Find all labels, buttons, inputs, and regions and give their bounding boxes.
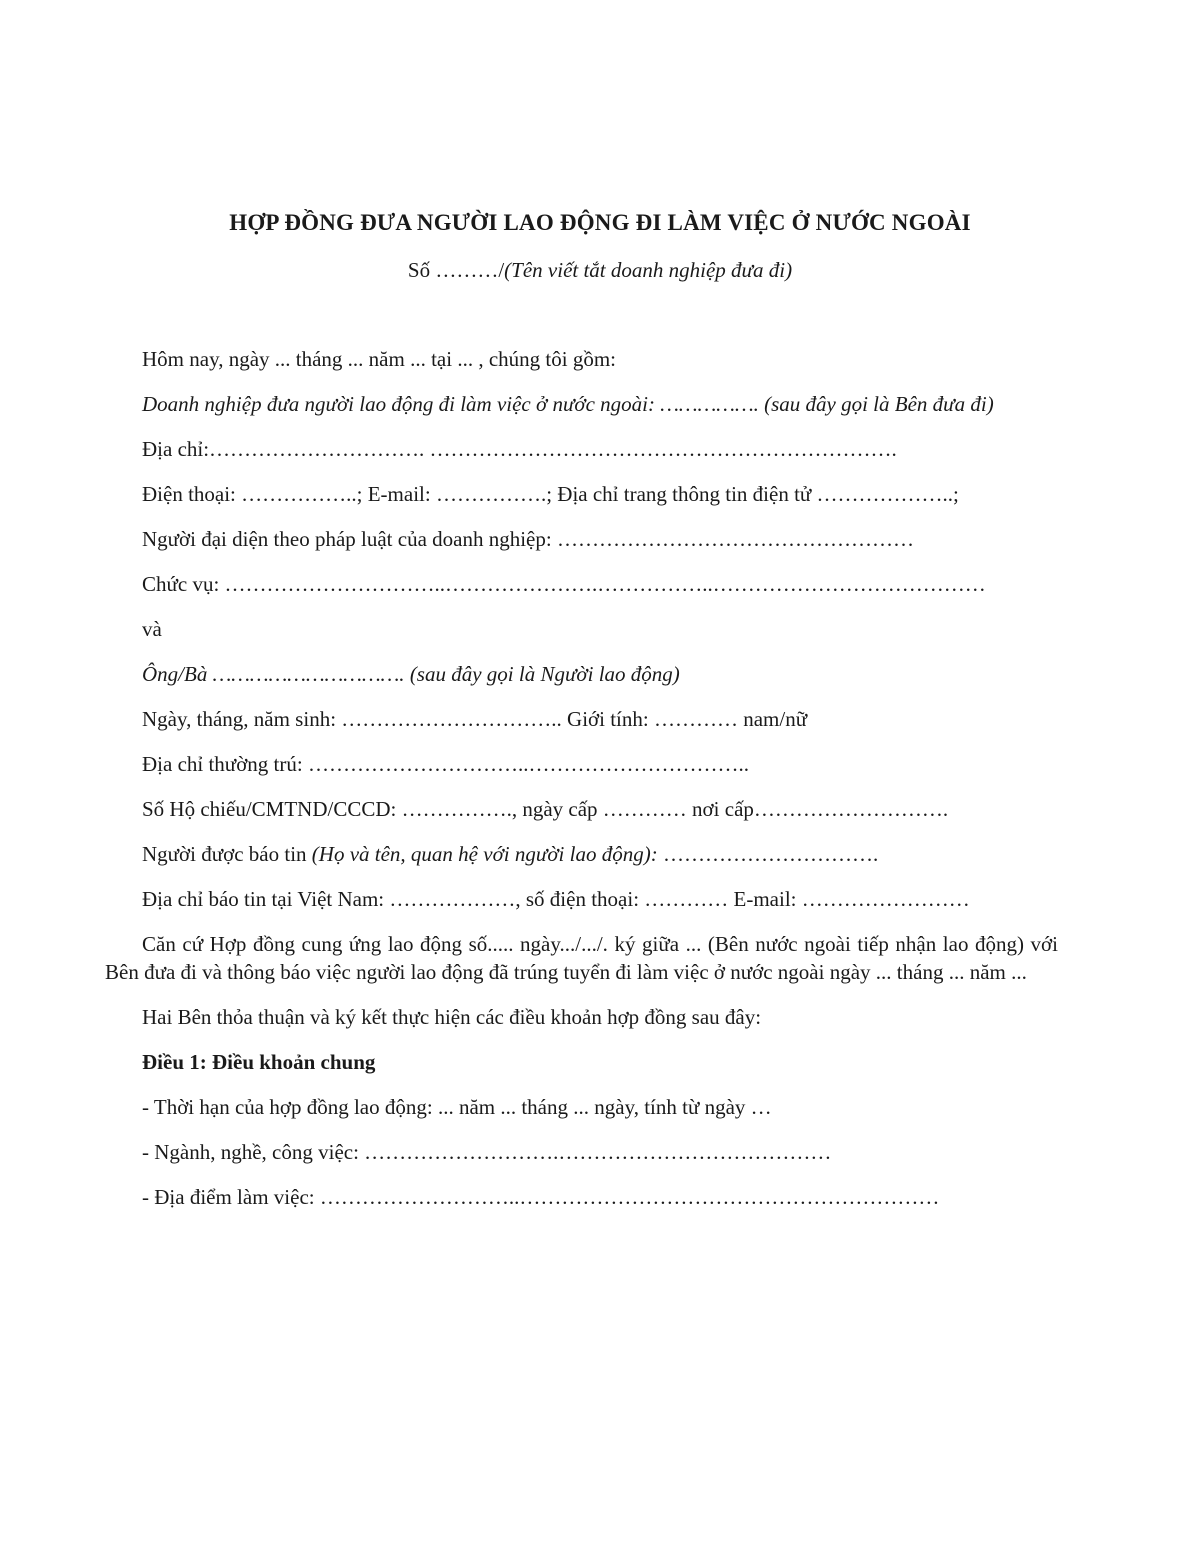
document-number-line xyxy=(0,258,1200,283)
notify-italic: (Họ và tên, quan hệ với người lao động): xyxy=(311,842,658,866)
and-paragraph: và xyxy=(142,617,162,641)
passport-paragraph: Số Hộ chiếu/CMTND/CCCD: ……………., ngày cấp ………… nơi cấp………………………. xyxy=(142,797,949,821)
worker-paragraph xyxy=(105,660,1058,688)
term-paragraph: - Thời hạn của hợp đồng lao động: ... năm ... tháng ... ngày, tính từ ngày … xyxy=(142,1095,772,1119)
residence-paragraph: Địa chỉ thường trú: …………………………..………………………….. xyxy=(142,752,749,776)
enterprise-paragraph: Doanh nghiệp đưa người lao động đi làm việc ở nước ngoài: ……………. (sau đây gọi là Bên đưa đi) xyxy=(142,392,994,416)
document-title: HỢP ĐỒNG ĐƯA NGƯỜI LAO ĐỘNG ĐI LÀM VIỆC Ở NƯỚC NGOÀI xyxy=(229,210,971,235)
phone-paragraph: Điện thoại: ……………..; E-mail: …………….; Địa chỉ trang thông tin điện tử ………………..; xyxy=(142,482,959,506)
legal-rep-paragraph: Người đại diện theo pháp luật của doanh nghiệp: …………………………………………… xyxy=(142,527,914,551)
position-paragraph: Chức vụ: …………………………..………………….……………..………………………………… xyxy=(142,572,986,596)
basis-paragraph: Căn cứ Hợp đồng cung ứng lao động số..... ngày.../.../. ký giữa ... (Bên nước ngoài tiếp nhận lao động) với Bên đưa đi và thông báo việc người lao động đã trúng tuyển đi làm việc ở nước ngoài ngày ... tháng ... năm ... xyxy=(105,932,1058,984)
document-number-prefix: Số ………/ xyxy=(407,258,505,282)
notify-address-paragraph: Địa chỉ báo tin tại Việt Nam: ………………, số điện thoại: ………… E-mail: …………………… xyxy=(142,887,970,911)
industry-paragraph: - Ngành, nghề, công việc: ……………………….………………………………… xyxy=(142,1140,832,1164)
notify-suffix: …………………………. xyxy=(657,842,879,866)
notify-paragraph xyxy=(105,840,1058,868)
dob-paragraph: Ngày, tháng, năm sinh: ………………………….. Giới tính: ………… nam/nữ xyxy=(142,707,808,731)
work-place-paragraph: - Địa điểm làm việc: ………………………..…………………………………………………… xyxy=(142,1185,940,1209)
address-paragraph: Địa chỉ:…………………………. …………………………………………………………. xyxy=(142,437,897,461)
notify-prefix: Người được báo tin xyxy=(142,842,312,866)
document-body xyxy=(105,345,1058,1228)
agreement-paragraph: Hai Bên thỏa thuận và ký kết thực hiện các điều khoản hợp đồng sau đây: xyxy=(142,1005,762,1029)
article1-heading: Điều 1: Điều khoản chung xyxy=(142,1050,376,1074)
intro-paragraph: Hôm nay, ngày ... tháng ... năm ... tại ... , chúng tôi gồm: xyxy=(142,347,616,371)
document-number-note: (Tên viết tắt doanh nghiệp đưa đi) xyxy=(504,258,793,282)
worker-name: Ông/Bà …………………………. xyxy=(142,662,405,686)
worker-suffix: (sau đây gọi là Người lao động) xyxy=(404,662,680,686)
